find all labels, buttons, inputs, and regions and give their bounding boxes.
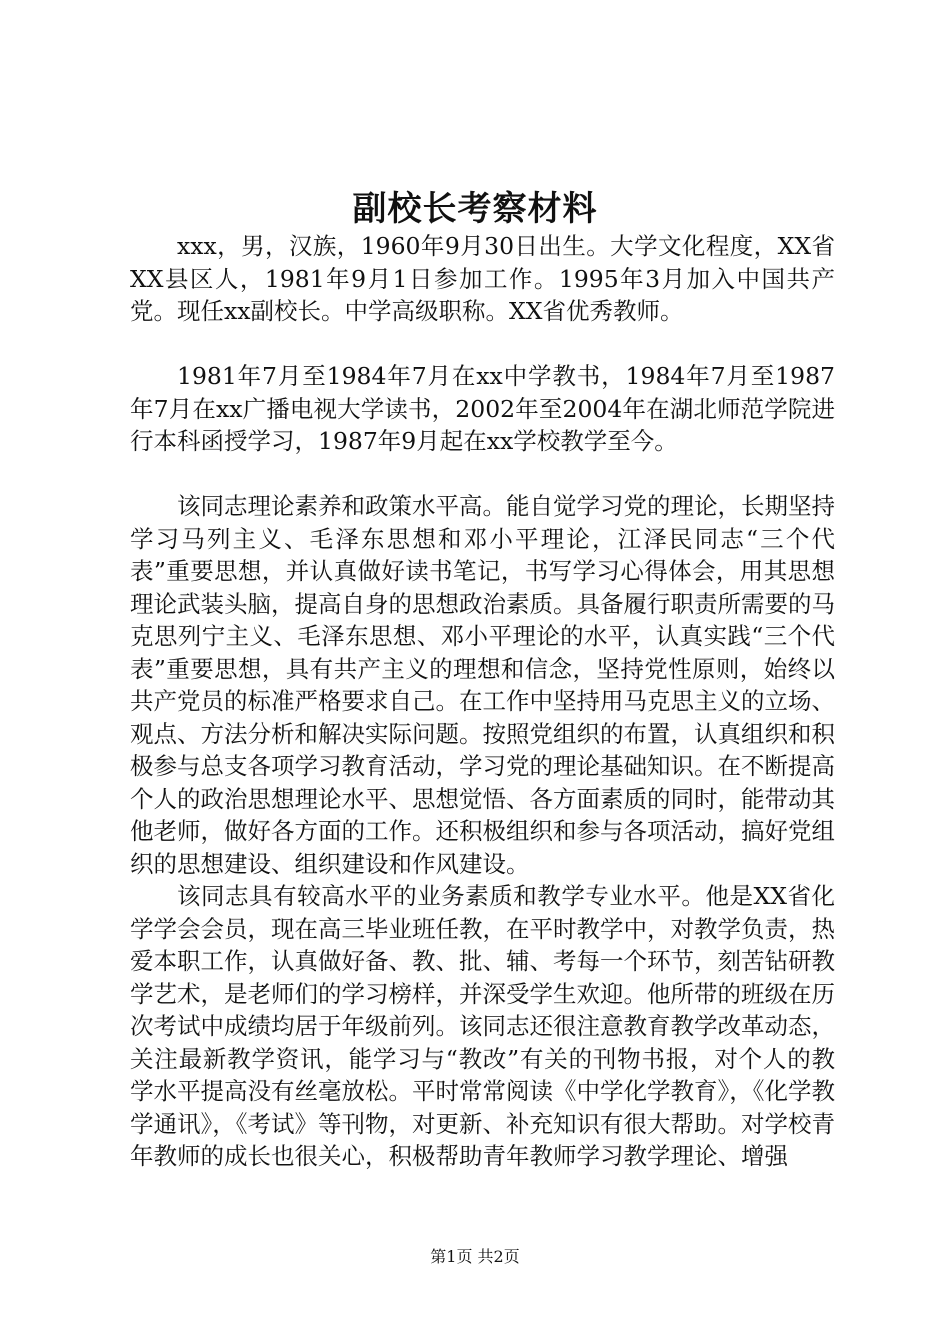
- page-number: 第1页 共2页: [430, 1247, 520, 1266]
- paragraph-professional-quality: 该同志具有较高水平的业务素质和教学专业水平。他是XX省化学学会会员，现在高三毕业班任教，在平时教学中，对教学负责，热爱本职工作，认真做好备、教、批、辅、考每一个环节，刻苦钻研教学艺术，是老师们的学习榜样，并深受学生欢迎。他所带的班级在历次考试中成绩均居于年级前列。该同志还很注意教育教学改革动态，关注最新教学资讯，能学习与“教改”有关的刊物书报，对个人的教学水平提高没有丝毫放松。平时常常阅读《中学化学教育》，《化学教学通讯》，《考试》等刊物，对更新、补充知识有很大帮助。对学校青年教师的成长也很关心，积极帮助青年教师学习教学理论、增强: [130, 882, 835, 1170]
- paragraph-personal-info: xxx，男，汉族，1960年9月30日出生。大学文化程度，XX省XX县区人，1981年9月1日参加工作。1995年3月加入中国共产党。现任xx副校长。中学高级职称。XX省优秀教师。: [130, 232, 835, 325]
- paragraph-work-history: 1981年7月至1984年7月在xx中学教书，1984年7月至1987年7月在xx广播电视大学读书，2002年至2004年在湖北师范学院进行本科函授学习，1987年9月起在xx学校教学至今。: [130, 362, 835, 455]
- paragraph-gap: [130, 328, 835, 361]
- paragraph-political-quality: 该同志理论素养和政策水平高。能自觉学习党的理论，长期坚持学习马列主义、毛泽东思想和邓小平理论，江泽民同志“三个代表”重要思想，并认真做好读书笔记，书写学习心得体会，用其思想理论武装头脑，提高自身的思想政治素质。具备履行职责所需要的马克思列宁主义、毛泽东思想、邓小平理论的水平，认真实践“三个代表”重要思想，具有共产主义的理想和信念，坚持党性原则，始终以共产党员的标准严格要求自己。在工作中坚持用马克思主义的立场、观点、方法分析和解决实际问题。按照党组织的布置，认真组织和积极参与总支各项学习教育活动，学习党的理论基础知识。在不断提高个人的政治思想理论水平、思想觉悟、各方面素质的同时，能带动其他老师，做好各方面的工作。还积极组织和参与各项活动，搞好党组织的思想建设、组织建设和作风建设。: [130, 492, 835, 878]
- document-title: 副校长考察材料: [352, 189, 598, 229]
- paragraph-gap: [130, 458, 835, 491]
- document-body: [130, 230, 835, 1173]
